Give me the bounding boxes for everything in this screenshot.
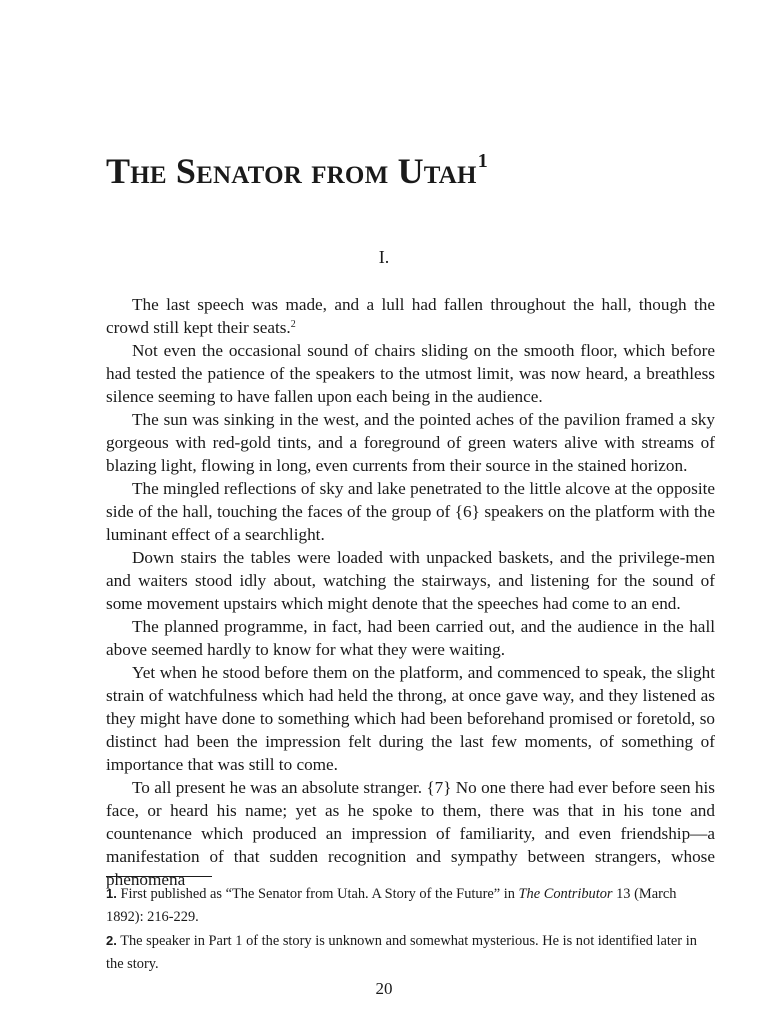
footnotes: [106, 882, 715, 976]
chapter-title-text: The Senator from Utah: [106, 151, 477, 191]
chapter-title: [106, 150, 488, 192]
paragraph: Yet when he stood before them on the platform, and commenced to speak, the slight strain of watchfulness which had held the throng, at once gave way, and they listened as they might have done to something which had been beforehand promised or foretold, so distinct had been the impression felt during the last few moments, of something of importance that was still to come.: [106, 663, 715, 774]
paragraph: The sun was sinking in the west, and the pointed aches of the pavilion framed a sky gorgeous with red-gold tints, and a foreground of green waters alive with streams of blazing light, flowing in long, even currents from their source in the stained horizon.: [106, 410, 715, 475]
paragraph: The planned programme, in fact, had been carried out, and the audience in the hall above seemed hardly to know for what they were waiting.: [106, 617, 715, 659]
footnote-italic-title: The Contributor: [518, 886, 613, 902]
paragraph: Down stairs the tables were loaded with unpacked baskets, and the privilege-men and waiters stood idly about, watching the stairways, and listening for the sound of some movement upstairs which might denote that the speeches had come to an end.: [106, 548, 715, 613]
paragraph: To all present he was an absolute stranger. {7} No one there had ever before seen his face, or heard his name; yet as he spoke to them, there was that in his tone and countenance which produced an impression of familiarity, and even friendship—a manifestation of that sudden recognition and sympathy between strangers, whose phenomena: [106, 778, 715, 889]
page-number: 20: [375, 979, 393, 998]
paragraph: Not even the occasional sound of chairs sliding on the smooth floor, which before had tested the patience of the speakers to the utmost limit, was now heard, a breathless silence seeming to have fallen upon each being in the audience.: [106, 341, 715, 406]
body-text: [106, 293, 715, 891]
section-number: I.: [378, 247, 390, 267]
footnote-text: 13 (March 1892): 216-229.: [106, 886, 677, 925]
footnote: [106, 882, 715, 929]
footnote-divider: [106, 876, 212, 877]
paragraph: [106, 293, 715, 339]
footnote-text: First published as “The Senator from Utah. A Story of the Future” in: [120, 886, 519, 902]
footnote-mark: 2: [290, 319, 296, 330]
footnote: [106, 929, 715, 976]
footnote-text: The speaker in Part 1 of the story is unknown and somewhat mysterious. He is not identified later in the story.: [106, 933, 697, 972]
footnote-number: 2.: [106, 933, 117, 948]
footnote-number: 1.: [106, 886, 117, 901]
paragraph: The mingled reflections of sky and lake penetrated to the little alcove at the opposite side of the hall, touching the faces of the group of {6} speakers on the platform with the luminant effect of a searchlight.: [106, 479, 715, 544]
title-footnote-mark: 1: [477, 150, 488, 172]
paragraph-text: The last speech was made, and a lull had fallen throughout the hall, though the crowd still kept their seats.: [106, 295, 715, 337]
